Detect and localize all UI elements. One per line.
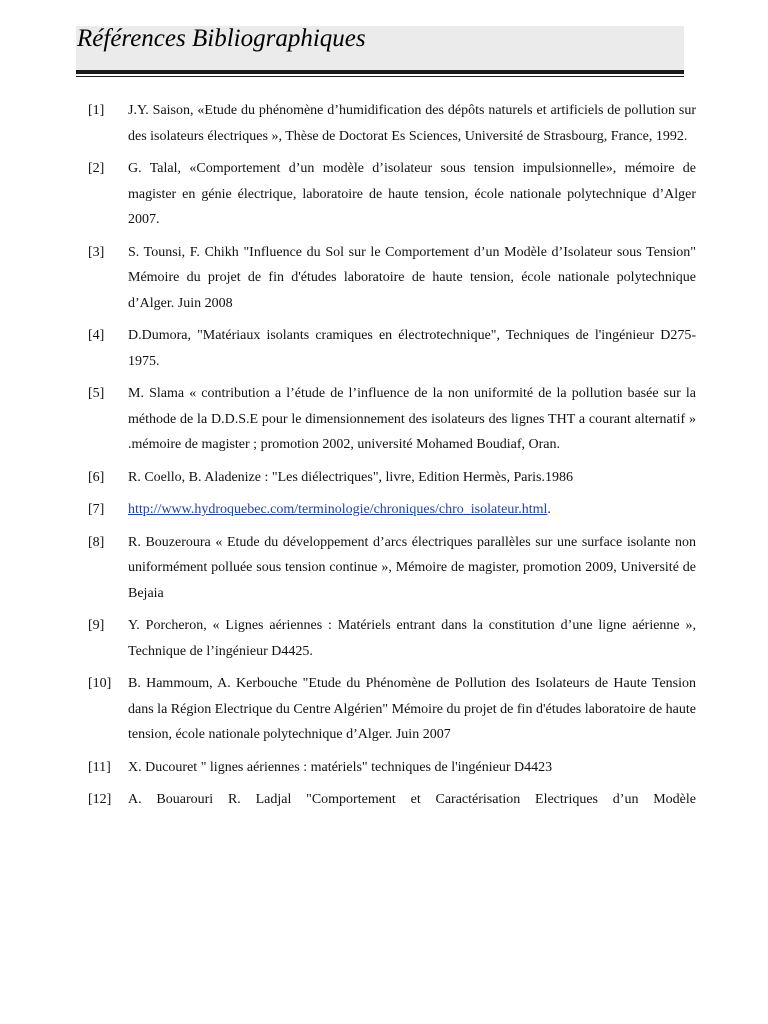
reference-number: [9]	[88, 618, 105, 633]
reference-item-10	[88, 671, 696, 748]
reference-item-9	[88, 613, 696, 664]
reference-number: [4]	[88, 328, 105, 343]
reference-text: G. Talal, «Comportement d’un modèle d’isolateur sous tension impulsionnelle», mémoire de magister en génie électrique, laboratoire de haute tension, école nationale polytechnique d’Alger 2007.	[128, 161, 696, 227]
reference-item-2	[88, 156, 696, 233]
reference-number: [10]	[88, 676, 112, 691]
reference-number: [12]	[88, 792, 112, 807]
reference-number: [5]	[88, 386, 105, 401]
reference-item-3	[88, 240, 696, 317]
reference-item-11	[88, 755, 696, 781]
page-title: Références Bibliographiques	[77, 25, 366, 52]
reference-number: [7]	[88, 502, 105, 517]
reference-text: J.Y. Saison, «Etude du phénomène d’humidification des dépôts naturels et artificiels de pollution sur des isolateurs électriques », Thèse de Doctorat Es Sciences, Université de Strasbourg, France, 1992.	[128, 103, 696, 144]
reference-item-8	[88, 530, 696, 607]
reference-text: D.Dumora, "Matériaux isolants cramiques en électrotechnique", Techniques de l'ingénieur D275-1975.	[128, 328, 696, 369]
header-rule-thick	[76, 70, 684, 74]
reference-item-5	[88, 381, 696, 458]
reference-item-1	[88, 98, 696, 149]
reference-item-7	[88, 497, 696, 523]
reference-text: M. Slama « contribution a l’étude de l’influence de la non uniformité de la pollution basée sur la méthode de la D.D.S.E pour le dimensionnement des isolateurs des lignes THT a courant alternatif » .mémoire de magister ; promotion 2002, université Mohamed Boudiaf, Oran.	[128, 386, 696, 452]
reference-number: [6]	[88, 469, 105, 485]
reference-item-4	[88, 323, 696, 374]
reference-text: Y. Porcheron, « Lignes aériennes : Matériels entrant dans la constitution d’une ligne aérienne », Technique de l’ingénieur D4425.	[128, 618, 696, 659]
reference-text	[128, 497, 696, 523]
header-rule-thin	[76, 76, 684, 77]
reference-link-suffix: .	[547, 502, 551, 517]
reference-text: X. Ducouret " lignes aériennes : matériels" techniques de l'ingénieur D4423	[128, 759, 553, 775]
reference-link[interactable]: http://www.hydroquebec.com/terminologie/chroniques/chro_isolateur.html	[128, 502, 548, 517]
reference-text: R. Bouzeroura « Etude du développement d’arcs électriques parallèles sur une surface isolante non uniformément polluée sous tension continue », Mémoire de magister, promotion 2009, Université de Bejaia	[128, 534, 696, 601]
reference-item-6	[88, 465, 696, 491]
reference-number: [3]	[88, 244, 105, 260]
reference-item-12	[88, 787, 696, 813]
reference-text: A. Bouarouri R. Ladjal "Comportement et Caractérisation Electriques d’un Modèle	[128, 792, 696, 807]
reference-text: B. Hammoum, A. Kerbouche "Etude du Phénomène de Pollution des Isolateurs de Haute Tension dans la Région Electrique du Centre Algérien" Mémoire du projet de fin d'études laboratoire de haute tension, école nationale polytechnique d’Alger. Juin 2007	[128, 676, 696, 742]
reference-list	[88, 98, 696, 820]
reference-number: [8]	[88, 534, 105, 550]
reference-text: R. Coello, B. Aladenize : "Les diélectriques", livre, Edition Hermès, Paris.1986	[128, 469, 573, 485]
reference-number: [2]	[88, 161, 105, 176]
reference-number: [1]	[88, 103, 105, 118]
reference-text: S. Tounsi, F. Chikh "Influence du Sol sur le Comportement d’un Modèle d’Isolateur sous Tension" Mémoire du projet de fin d'études laboratoire de haute tension, école nationale polytechnique d’Alger. Juin 2008	[128, 244, 696, 311]
reference-number: [11]	[88, 759, 111, 775]
